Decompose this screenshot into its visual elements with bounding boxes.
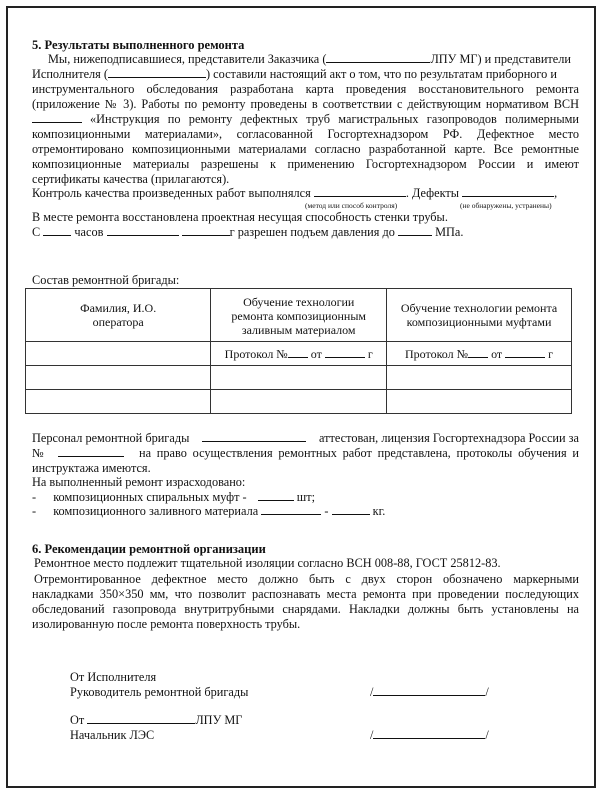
- quality-control-line: Контроль качества произведенных работ выполнялся . Дефекты ,: [32, 186, 558, 200]
- section5-line1: Мы, нижеподписавшиеся, представители Заказчика ( ЛПУ МГ) и представители: [48, 52, 571, 66]
- section6-line2: Отремонтированное дефектное место должно быть с двух сторон обозначено маркерными: [34, 572, 579, 586]
- crew-table: [25, 288, 572, 414]
- pressure-line: С часов г разрешен подъем давления до МПа.: [32, 225, 464, 239]
- customer-role: Начальник ЛЭС: [70, 728, 155, 742]
- section6-line1: Ремонтное место подлежит тщательной изоляции согласно ВСН 008-88, ГОСТ 25812-83.: [34, 556, 501, 570]
- customer-name-blank[interactable]: [326, 52, 430, 63]
- vsn-number-blank[interactable]: [32, 112, 82, 123]
- contractor-role: Руководитель ремонтной бригады: [70, 685, 249, 699]
- coupling-cell[interactable]: [387, 390, 572, 414]
- header-pour-material: Обучение технологии ремонта композиционным заливным материалом: [211, 289, 387, 342]
- control-method-blank[interactable]: [314, 186, 406, 197]
- hours-blank[interactable]: [43, 225, 71, 236]
- customer-from-line: От ЛПУ МГ: [70, 713, 243, 727]
- spent-label: На выполненный ремонт израсходовано:: [32, 475, 246, 489]
- contractor-from: От Исполнителя: [70, 670, 157, 684]
- pour-cell[interactable]: [211, 390, 387, 414]
- table-row: [26, 366, 572, 390]
- table-row: [26, 342, 572, 366]
- customer-signature-blank[interactable]: [373, 728, 485, 739]
- contractor-signature-blank[interactable]: [373, 685, 485, 696]
- control-method-hint: (метод или способ контроля): [305, 201, 398, 210]
- spent-couplings: - композиционных спиральных муфт - шт;: [32, 490, 316, 504]
- license-number-blank[interactable]: [58, 446, 124, 457]
- coupling-cell[interactable]: [387, 366, 572, 390]
- defects-status-blank[interactable]: [462, 186, 554, 197]
- table-row: [26, 390, 572, 414]
- section6-line4: обследований газопровода внутритрубными снарядами. Накладки должны быть установлены на: [32, 602, 579, 616]
- pour-cell[interactable]: [211, 366, 387, 390]
- operator-cell[interactable]: [26, 342, 211, 366]
- contractor-signature-field[interactable]: / /: [370, 685, 489, 699]
- protocol-date-blank[interactable]: [325, 347, 365, 358]
- material-qty-blank[interactable]: [332, 504, 370, 515]
- spent-material: - композиционного заливного материала - кг.: [32, 504, 386, 518]
- customer-signature-field[interactable]: / /: [370, 728, 489, 742]
- crew-table-header: [26, 289, 572, 342]
- section5-line4: (приложение № 3). Работы по ремонту проведены в соответствии с действующим нормативом ВСН: [32, 97, 579, 111]
- section5-line3: инструментального обследования разработана карта проведения восстановительного ремонта: [32, 82, 579, 96]
- section5-line8: композиционные материалы разрешены к применению Госгортехнадзором России и имеют: [32, 157, 579, 171]
- section6-title: 6. Рекомендации ремонтной организации: [32, 542, 266, 556]
- operator-cell[interactable]: [26, 366, 211, 390]
- date-blank-1[interactable]: [107, 225, 179, 236]
- section5-line2: Исполнителя ( ) составили настоящий акт о том, что по результатам приборного и: [32, 67, 557, 81]
- section5-line7: отремонтировано композиционными материалами согласно разработанной карте. Все ремонтные: [32, 142, 579, 156]
- defects-status-hint: (не обнаружены, устранены): [460, 201, 552, 210]
- crew-label: Состав ремонтной бригады:: [32, 273, 180, 287]
- date-blank-2[interactable]: [182, 225, 230, 236]
- protocol-cell-pour[interactable]: Протокол № от г: [211, 342, 387, 366]
- protocol-number-blank[interactable]: [288, 347, 308, 358]
- crew-name-blank[interactable]: [202, 431, 306, 442]
- protocol-number-blank[interactable]: [468, 347, 488, 358]
- couplings-qty-blank[interactable]: [258, 490, 294, 501]
- section6-line3: накладками 350×350 мм, что позволит распознавать места ремонта при проведении последующих: [32, 587, 579, 601]
- protocol-date-blank[interactable]: [505, 347, 545, 358]
- customer-org-blank[interactable]: [87, 713, 195, 724]
- protocol-cell-coupling[interactable]: Протокол № от г: [387, 342, 572, 366]
- section5-line5: «Инструкция по ремонту дефектных труб магистральных газопроводов полимерными: [32, 112, 579, 127]
- section5-line6: композиционными материалами», согласованной Госгортехнадзором РФ. Дефектное место: [32, 127, 579, 141]
- pressure-blank[interactable]: [398, 225, 432, 236]
- section5-title: 5. Результаты выполненного ремонта: [32, 38, 245, 52]
- personnel-line3: инструктажа имеются.: [32, 461, 151, 475]
- operator-cell[interactable]: [26, 390, 211, 414]
- restored-capacity-text: В месте ремонта восстановлена проектная несущая способность стенки трубы.: [32, 210, 448, 224]
- header-couplings: Обучение технологии ремонта композиционными муфтами: [387, 289, 572, 342]
- section5-line9: сертификаты качества (прилагаются).: [32, 172, 230, 186]
- section6-line5: изолированную после ремонта поверхность трубы.: [32, 617, 301, 631]
- header-operator: Фамилия, И.О. оператора: [26, 289, 211, 342]
- contractor-name-blank[interactable]: [108, 67, 206, 78]
- material-name-blank[interactable]: [261, 504, 321, 515]
- personnel-line1: Персонал ремонтной бригады аттестован, лицензия Госгортехнадзора России за: [32, 431, 579, 445]
- personnel-line2: № на право осуществления ремонтных работ представлена, протоколы обучения и: [32, 446, 579, 460]
